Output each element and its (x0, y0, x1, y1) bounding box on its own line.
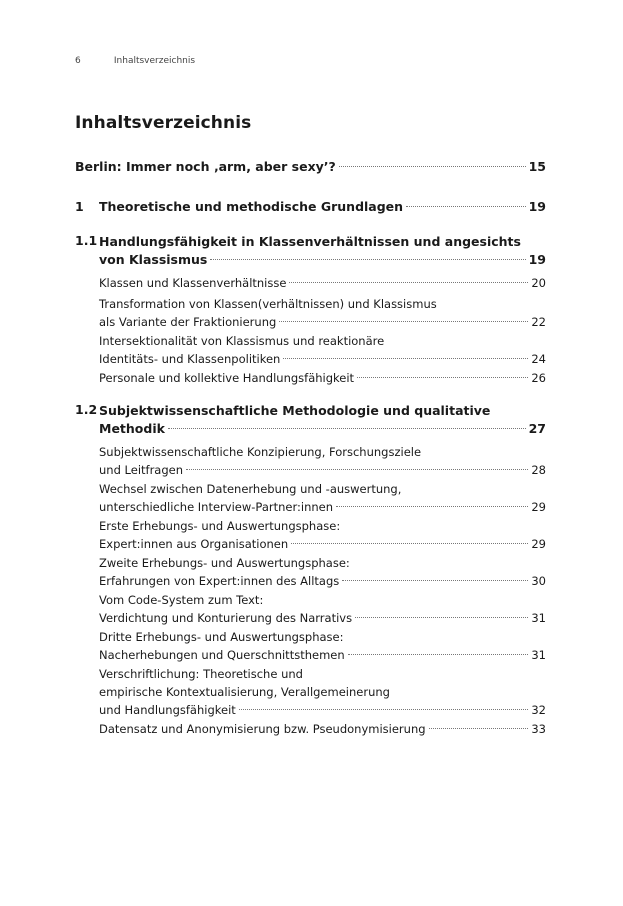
toc-entry-title-line: Vom Code-System zum Text: (99, 593, 264, 607)
toc-page-number: 24 (531, 352, 546, 366)
toc-entry-title-line: Dritte Erhebungs- und Auswertungsphase: (99, 630, 344, 644)
toc-page-number: 19 (528, 199, 546, 214)
running-head-title: Inhaltsverzeichnis (113, 56, 196, 66)
toc-entry-title: Theoretische und methodische Grundlagen (99, 199, 404, 214)
toc-entry-title-line: empirische Kontextualisierung, Verallgemeinerung (99, 685, 390, 699)
toc-entry-number: 1.1 (75, 233, 98, 248)
toc-entry-title-line: Datensatz und Anonymisierung bzw. Pseudonymisierung (99, 722, 426, 736)
toc-entry-title-line: und Leitfragen (99, 463, 184, 477)
toc-entry-title-line: von Klassismus (99, 252, 208, 267)
toc-page-number: 32 (531, 703, 546, 717)
toc-page-number: 28 (531, 463, 546, 477)
toc-entry-title-line: Verschriftlichung: Theoretische und (99, 667, 303, 681)
toc-entry-title-line: unterschiedliche Interview-Partner:innen (99, 500, 334, 514)
toc-page-number: 31 (531, 611, 546, 625)
toc-entry-title-line: Transformation von Klassen(verhältnissen) und Klassismus (99, 297, 437, 311)
leader-dots (186, 469, 528, 470)
toc-entry-title-line: Subjektwissenschaftliche Methodologie und qualitative (99, 403, 491, 418)
toc-page-number: 26 (531, 371, 546, 385)
toc-page-number: 27 (528, 421, 546, 436)
leader-dots (429, 728, 529, 729)
toc-entry-subsection[interactable] (75, 665, 546, 719)
toc-entry-title-line: Identitäts- und Klassenpolitiken (99, 352, 281, 366)
toc-entry-title-line: Erfahrungen von Expert:innen des Alltags (99, 574, 340, 588)
toc-page-number: 30 (531, 574, 546, 588)
page-number: 6 (75, 56, 81, 66)
toc-entry-subsection[interactable] (75, 480, 546, 516)
toc-entry-title-line: Wechsel zwischen Datenerhebung und -auswertung, (99, 482, 402, 496)
toc-entry-subsection[interactable] (75, 295, 546, 331)
toc-entry-chapter-1[interactable] (75, 198, 546, 216)
leader-dots (289, 282, 528, 283)
toc-entry-section-1-1[interactable] (75, 233, 546, 269)
toc-entry-title-line: Klassen und Klassenverhältnisse (99, 276, 287, 290)
toc-page-number: 15 (528, 159, 546, 174)
toc-entry-title-line: Expert:innen aus Organisationen (99, 537, 289, 551)
toc-entry-subsection[interactable] (75, 443, 546, 479)
toc-entry-title-line: Nacherhebungen und Querschnittsthemen (99, 648, 345, 662)
toc-page-number: 31 (531, 648, 546, 662)
leader-dots (357, 377, 528, 378)
toc-entry-title-line: Handlungsfähigkeit in Klassenverhältnissen und angesichts (99, 234, 521, 249)
toc-entry-number: 1 (75, 199, 84, 214)
toc-entry-subsection[interactable] (75, 720, 546, 738)
toc-entry-subsection[interactable] (75, 332, 546, 368)
leader-dots (339, 166, 526, 167)
toc-entry-title-line: Zweite Erhebungs- und Auswertungsphase: (99, 556, 350, 570)
toc-entry-subsection[interactable] (75, 591, 546, 627)
leader-dots (283, 358, 528, 359)
running-head (75, 56, 195, 66)
toc-entry-title: Berlin: Immer noch ‚arm, aber sexy’? (75, 159, 336, 174)
toc-page-number: 19 (528, 252, 546, 267)
toc-entry-title-line: Intersektionalität von Klassismus und reaktionäre (99, 334, 385, 348)
leader-dots (348, 654, 529, 655)
leader-dots (168, 428, 526, 429)
toc-entry-title-line: Erste Erhebungs- und Auswertungsphase: (99, 519, 341, 533)
toc-entry-subsection[interactable] (75, 628, 546, 664)
toc-entry-title-line: als Variante der Fraktionierung (99, 315, 277, 329)
toc-heading: Inhaltsverzeichnis (75, 113, 252, 133)
leader-dots (355, 617, 528, 618)
toc-entry-section-1-2[interactable] (75, 402, 546, 438)
toc-entry-title-line: Verdichtung und Konturierung des Narrativs (99, 611, 353, 625)
toc-page-number: 22 (531, 315, 546, 329)
toc-entry-subsection[interactable] (75, 274, 546, 292)
toc-page-number: 20 (531, 276, 546, 290)
toc-entry-number: 1.2 (75, 402, 98, 417)
toc-entry-subsection[interactable] (75, 517, 546, 553)
toc-entry-title-line: Personale und kollektive Handlungsfähigkeit (99, 371, 355, 385)
leader-dots (239, 709, 529, 710)
leader-dots (406, 206, 526, 207)
toc-entry-title-line: Subjektwissenschaftliche Konzipierung, Forschungsziele (99, 445, 422, 459)
leader-dots (291, 543, 528, 544)
toc-entry-title-line: Methodik (99, 421, 165, 436)
leader-dots (279, 321, 528, 322)
toc-page-number: 33 (531, 722, 546, 736)
leader-dots (336, 506, 528, 507)
toc-page-number: 29 (531, 537, 546, 551)
toc-entry-subsection[interactable] (75, 554, 546, 590)
toc-entry-berlin[interactable] (75, 158, 546, 176)
leader-dots (210, 259, 525, 260)
leader-dots (342, 580, 528, 581)
toc-page-number: 29 (531, 500, 546, 514)
toc-entry-subsection[interactable] (75, 369, 546, 387)
toc-entry-title-line: und Handlungsfähigkeit (99, 703, 236, 717)
